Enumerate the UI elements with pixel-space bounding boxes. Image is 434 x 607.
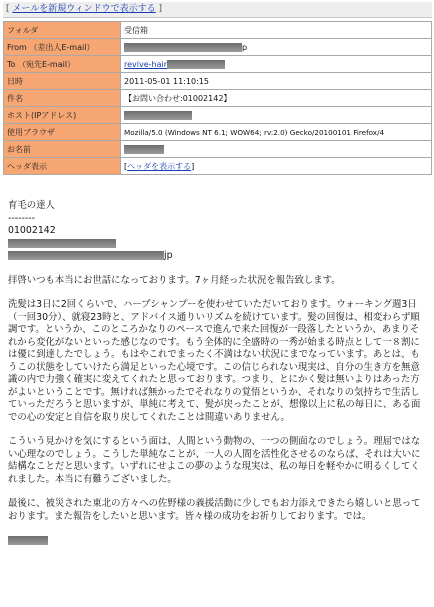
row-headers <box>4 158 432 175</box>
email-line <box>8 250 428 263</box>
redacted-line <box>8 238 428 251</box>
subject-label: 件名 <box>4 90 121 107</box>
body-paragraph-2: 洗髪は3日に2回くらいで、ハーブシャンプーを使わせていただいております。ウォーキング週3日（一回30分）、就寝23時と、アドバイス通りいリズムを続けています。髪の回復は、相変わらず順調です。というか、このところかなりのペースで進んで来た回復が一段落したというか、あまりそれから変化がないといった感じなのです。もう全体的に全盛時の一秀が始まる時点として一８割には優に到達したでしょう。もはやこれでまったく不満はない状況にまでなっています。あとは、もうこの状態をしていけたら満足といった心境です。この信じられない現実は、自分の生き方を無意識の内で力強く確実に変えてくれたと思っております。つまり、とにかく髪は無いよりはあった方がよいということです。無ければ無かったでそれなりの覚悟というか、それなりの気持ちで生活していっただろうと思いますが、単純に考えて、髪が戻ったことが、想像以上に私の毎日に、ある面での心の安定と自信を取り戻してくれたことは間違いありません。 <box>8 299 421 423</box>
host-label: ホスト(IPアドレス) <box>4 107 121 124</box>
row-to <box>4 56 432 73</box>
row-date <box>4 73 432 90</box>
name-label: お名前 <box>4 141 121 158</box>
host-value <box>121 107 432 124</box>
redacted-host <box>124 111 192 120</box>
row-host <box>4 107 432 124</box>
subject-value: 【お問い合わせ:01002142】 <box>121 90 432 107</box>
name-value <box>121 141 432 158</box>
bracket-close: ] <box>158 4 163 14</box>
row-from <box>4 39 432 56</box>
folder-value: 受信箱 <box>121 22 432 39</box>
bracket-open: [ <box>6 4 10 14</box>
show-headers-link[interactable]: ヘッダを表示する <box>127 161 192 171</box>
to-value <box>121 56 432 73</box>
from-value <box>121 39 432 56</box>
date-label: 日時 <box>4 73 121 90</box>
date-value: 2011-05-01 11:10:15 <box>121 73 432 90</box>
from-suffix: p <box>242 42 248 52</box>
browser-value: Mozilla/5.0 (Windows NT 6.1; WOW64; rv:2.0) Gecko/20100101 Firefox/4 <box>121 124 432 141</box>
open-mail-new-window-link[interactable]: メールを新規ウィンドウで表示する <box>12 4 156 14</box>
redacted-signature <box>8 536 48 545</box>
redacted-sender-name <box>8 239 116 248</box>
from-label: From （差出人E-mail） <box>4 39 121 56</box>
row-folder <box>4 22 432 39</box>
body-paragraph-3: こういう見かけを気にするという面は、人間という動物の、一つの側面なのでしょう。理屈ではない心理なのでしょう。こうした単純なことが、一人の人間を活性化させるのならば、それは大いに結構なことだと思います。いずれにせよこの夢のような現実は、私の毎日を軽やかに明るくしてくれました。本当に有難うございました。 <box>8 436 421 485</box>
row-subject <box>4 90 432 107</box>
to-label: To （宛先E-mail） <box>4 56 121 73</box>
browser-label: 使用ブラウザ <box>4 124 121 141</box>
body-number: 01002142 <box>8 225 56 236</box>
body-paragraph-1: 拝啓いつも本当にお世話になっております。7ヶ月経った状況を報告致します。 <box>8 274 341 286</box>
redacted-to <box>167 60 225 69</box>
headers-bracket-close: ] <box>191 161 195 171</box>
to-email-link[interactable]: revive-hair <box>124 59 168 69</box>
topbar <box>3 2 432 18</box>
redacted-from <box>124 43 242 52</box>
headers-bracket-open: [ <box>124 161 128 171</box>
headers-label: ヘッダ表示 <box>4 158 121 175</box>
row-name <box>4 141 432 158</box>
body-greeting: 育毛の達人 <box>8 200 55 211</box>
mail-header-table <box>3 21 432 175</box>
email-tail: jp <box>164 250 173 261</box>
row-browser <box>4 124 432 141</box>
signature-line <box>8 535 428 548</box>
redacted-name <box>124 145 164 154</box>
redacted-sender-email <box>8 251 164 260</box>
body-paragraph-4: 最後に、被災された東北の方々への佐野様の義援活動に少しでもお力添えできたら嬉しいと思っております。また報告をしたいと思います。皆々様の成功をお祈りしております。では。 <box>8 498 421 522</box>
body-dashes: -------- <box>8 212 36 224</box>
folder-label: フォルダ <box>4 22 121 39</box>
headers-value <box>121 158 432 175</box>
mail-body <box>8 200 428 548</box>
